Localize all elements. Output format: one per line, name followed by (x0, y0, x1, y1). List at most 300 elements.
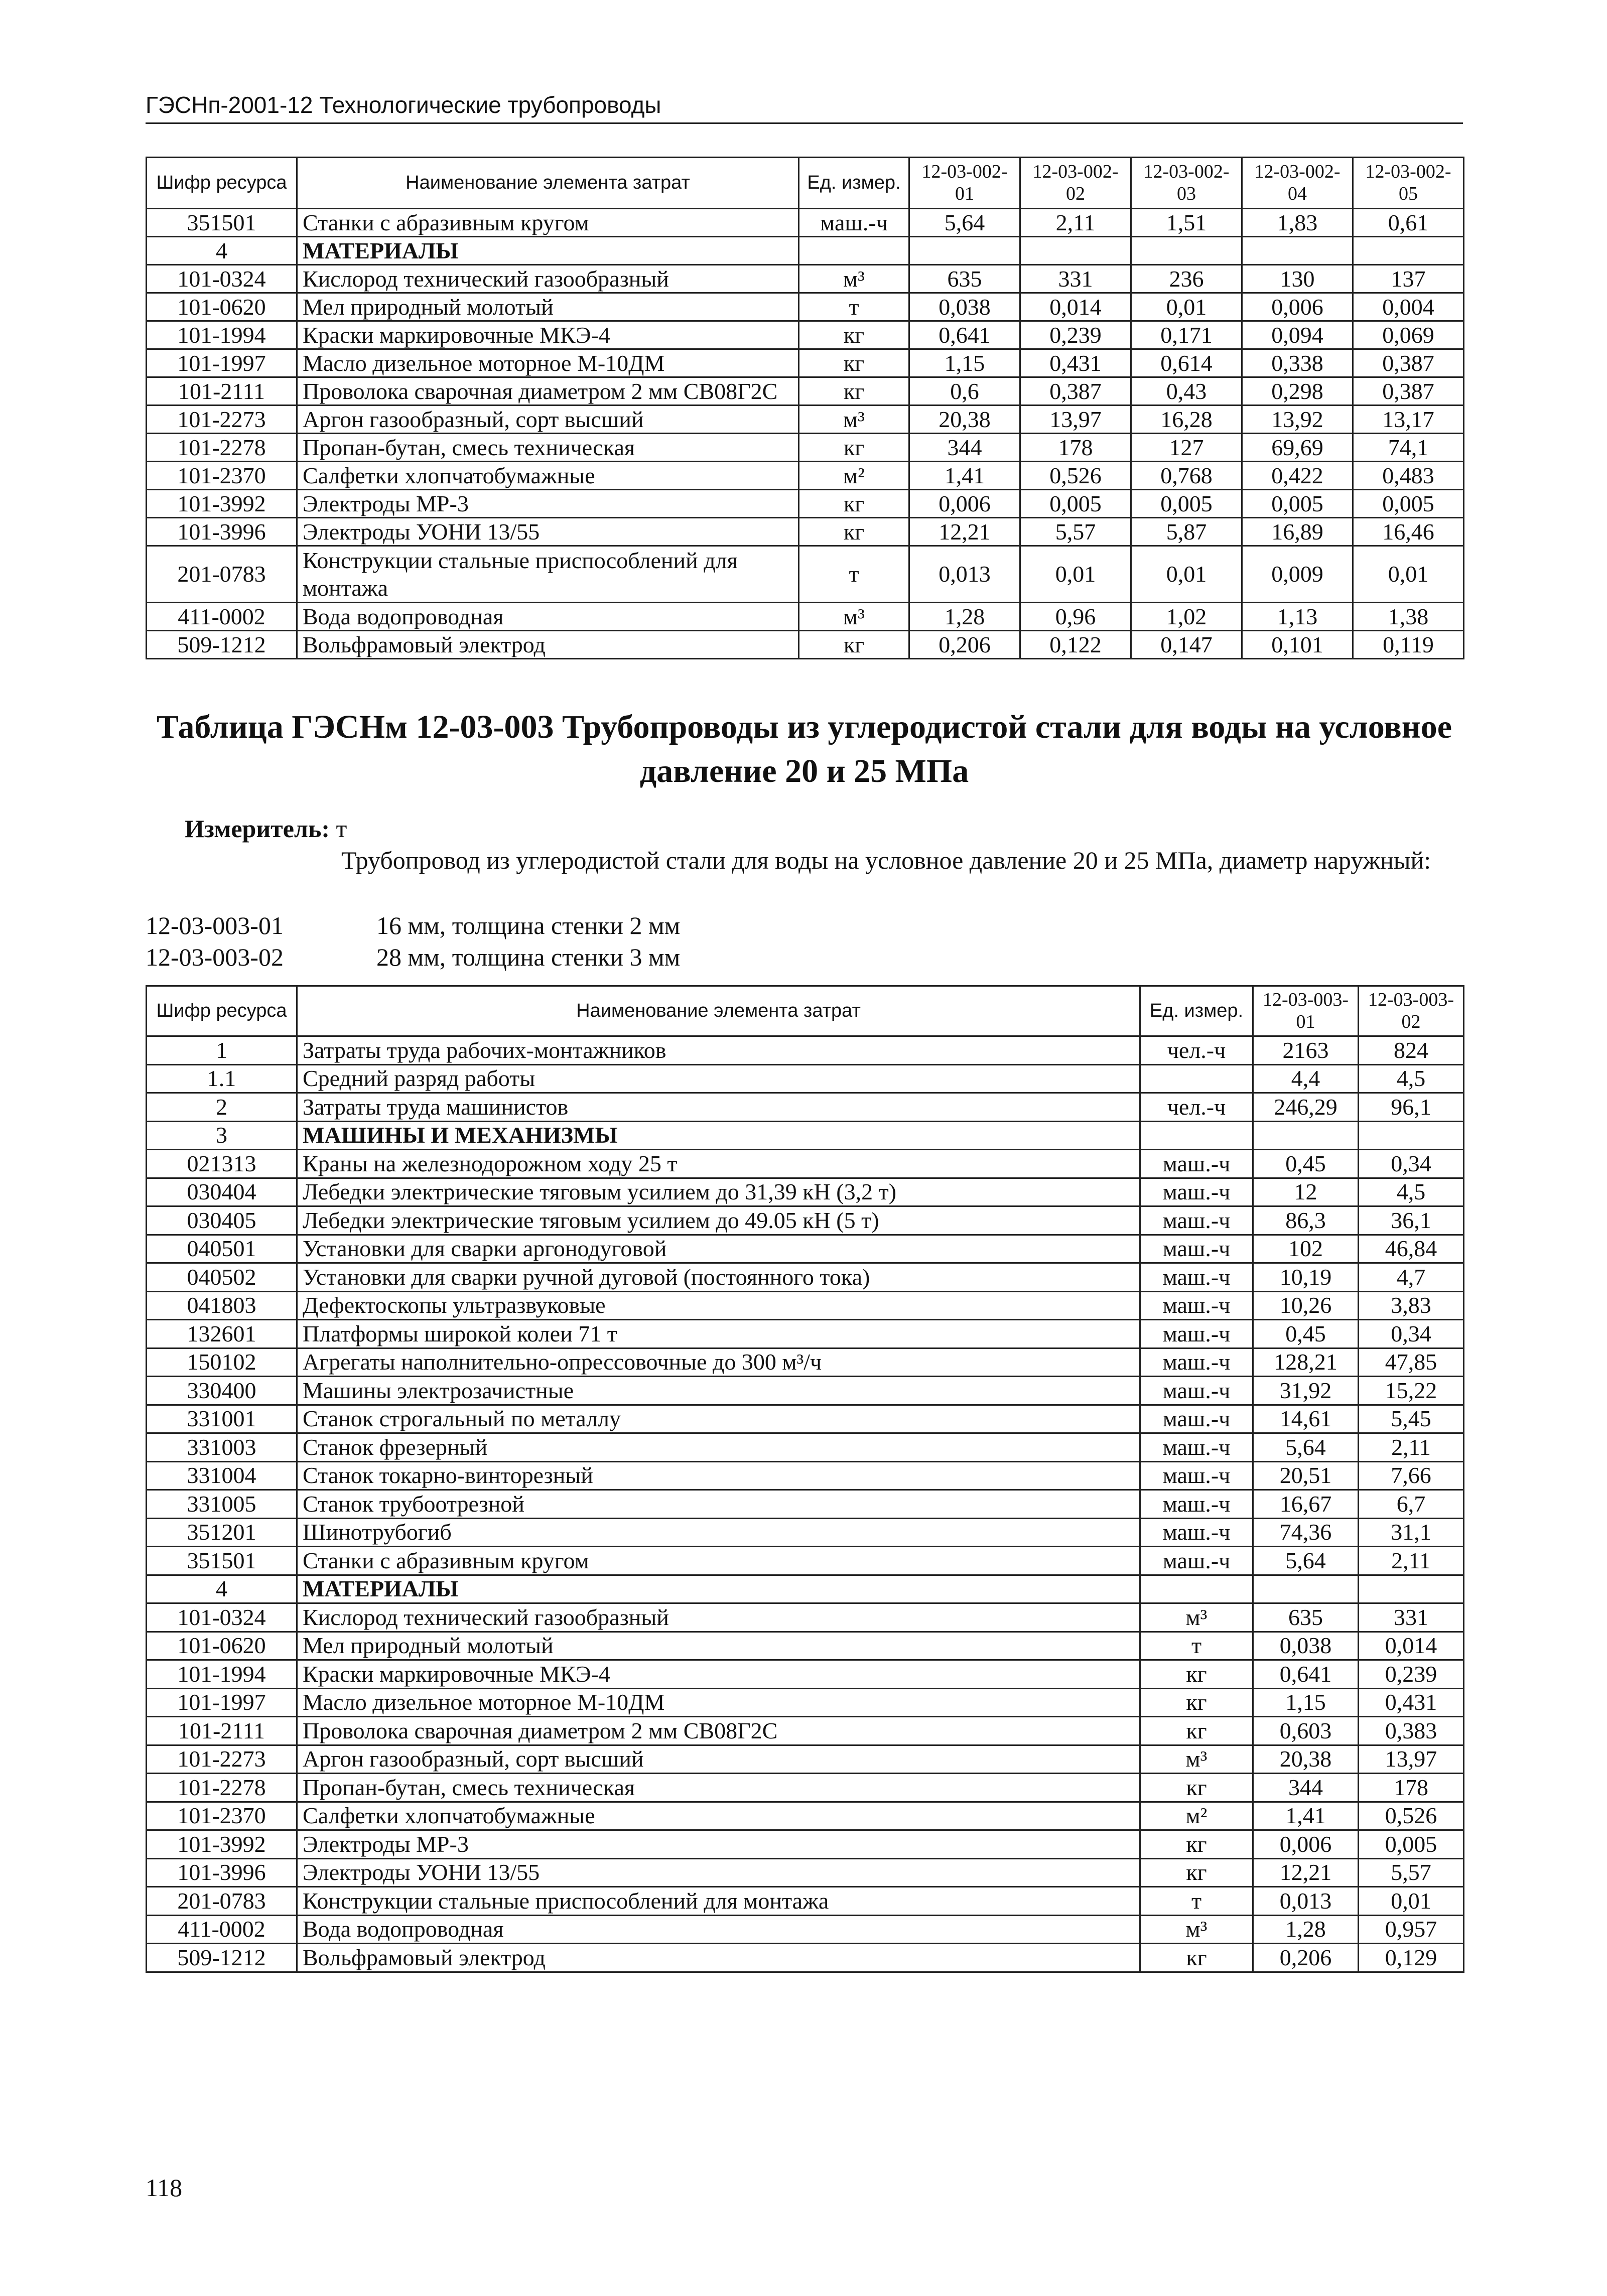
resource-table-12-03-002 (146, 157, 1464, 659)
norm-value: 0,239 (1020, 321, 1131, 349)
unit-of-measure: маш.-ч (799, 209, 909, 237)
unit-of-measure: т (1140, 1632, 1253, 1660)
table-row (147, 349, 1464, 377)
norm-value: 0,006 (1242, 293, 1353, 321)
resource-name: Краны на железнодорожном ходу 25 т (297, 1150, 1140, 1178)
resource-name: Машины электрозачистные (297, 1377, 1140, 1405)
norm-value: 635 (1253, 1603, 1359, 1632)
norm-value: 1,15 (1253, 1688, 1359, 1717)
norm-value: 0,43 (1131, 377, 1242, 406)
norm-value: 0,038 (1253, 1632, 1359, 1660)
norm-value: 0,122 (1020, 631, 1131, 659)
table-row (147, 377, 1464, 406)
table-row (147, 1320, 1464, 1348)
resource-name: Конструкции стальные приспособлений для монтажа (297, 1887, 1140, 1916)
resource-code: 101-3992 (147, 490, 297, 518)
table-row (147, 321, 1464, 349)
resource-code: 101-3996 (147, 518, 297, 546)
norm-value (1353, 237, 1464, 265)
col-header-variant-1: 12-03-003-01 (1253, 986, 1359, 1036)
resource-name: Дефектоскопы ультразвуковые (297, 1291, 1140, 1320)
resource-name: Шинотрубогиб (297, 1518, 1140, 1547)
table-row (147, 1490, 1464, 1519)
resource-code: 201-0783 (147, 1887, 297, 1916)
norm-value: 15,22 (1359, 1377, 1464, 1405)
norm-value: 0,957 (1359, 1915, 1464, 1944)
norm-value: 16,28 (1131, 406, 1242, 434)
norm-value: 0,614 (1131, 349, 1242, 377)
resource-code: 1 (147, 1036, 297, 1065)
resource-name: Затраты труда машинистов (297, 1093, 1140, 1122)
unit-of-measure: м³ (799, 603, 909, 631)
unit-of-measure: м² (799, 462, 909, 490)
norm-value: 0,338 (1242, 349, 1353, 377)
norm-value: 46,84 (1359, 1235, 1464, 1263)
norm-value (1242, 237, 1353, 265)
table-row (147, 1887, 1464, 1916)
col-header-name: Наименование элемента затрат (297, 158, 799, 209)
norm-value: 74,36 (1253, 1518, 1359, 1547)
table-row (147, 293, 1464, 321)
unit-of-measure: кг (1140, 1717, 1253, 1745)
norm-value: 0,641 (909, 321, 1020, 349)
table-row (147, 1263, 1464, 1292)
norm-value: 2163 (1253, 1036, 1359, 1065)
resource-code: 351201 (147, 1518, 297, 1547)
table-row (147, 546, 1464, 603)
resource-name: Краски маркировочные МКЭ-4 (297, 321, 799, 349)
resource-name: Лебедки электрические тяговым усилием до 31,39 кН (3,2 т) (297, 1178, 1140, 1206)
norm-value: 0,387 (1020, 377, 1131, 406)
resource-name: Вольфрамовый электрод (297, 631, 799, 659)
norm-value: 178 (1020, 434, 1131, 462)
norm-value: 0,01 (1020, 546, 1131, 603)
norm-value: 0,005 (1353, 490, 1464, 518)
resource-code: 101-0620 (147, 293, 297, 321)
col-header-variant-4: 12-03-002-04 (1242, 158, 1353, 209)
norm-value: 0,298 (1242, 377, 1353, 406)
unit-of-measure: кг (799, 631, 909, 659)
norm-value: 0,603 (1253, 1717, 1359, 1745)
norm-value: 0,01 (1353, 546, 1464, 603)
norm-value: 4,5 (1359, 1064, 1464, 1093)
resource-code: 030404 (147, 1178, 297, 1206)
norm-value: 0,768 (1131, 462, 1242, 490)
resource-name: Вода водопроводная (297, 1915, 1140, 1944)
table-row (147, 1547, 1464, 1575)
resource-name: Электроды МР-3 (297, 1830, 1140, 1859)
table-header-row (147, 158, 1464, 209)
norm-value: 0,101 (1242, 631, 1353, 659)
unit-of-measure: м³ (1140, 1603, 1253, 1632)
resource-code: 101-3996 (147, 1858, 297, 1887)
table-row (147, 1603, 1464, 1632)
norm-value: 5,57 (1020, 518, 1131, 546)
resource-name: Салфетки хлопчатобумажные (297, 462, 799, 490)
table-row (147, 1688, 1464, 1717)
resource-code: 101-2273 (147, 406, 297, 434)
resource-name: Аргон газообразный, сорт высший (297, 1745, 1140, 1774)
unit-of-measure: м³ (1140, 1745, 1253, 1774)
norm-value: 4,4 (1253, 1064, 1359, 1093)
resource-name: Станки с абразивным кругом (297, 209, 799, 237)
norm-value: 128,21 (1253, 1348, 1359, 1377)
unit-of-measure: т (799, 293, 909, 321)
resource-code: 351501 (147, 209, 297, 237)
unit-of-measure: чел.-ч (1140, 1036, 1253, 1065)
table-row (147, 1915, 1464, 1944)
norm-value: 2,11 (1359, 1433, 1464, 1462)
norm-value: 0,45 (1253, 1150, 1359, 1178)
norm-value: 1,28 (1253, 1915, 1359, 1944)
norm-value: 0,069 (1353, 321, 1464, 349)
norm-value: 13,17 (1353, 406, 1464, 434)
resource-table-12-03-003 (146, 985, 1464, 1973)
resource-code: 101-1997 (147, 349, 297, 377)
norm-value: 0,004 (1353, 293, 1464, 321)
norm-value (909, 237, 1020, 265)
norm-value: 246,29 (1253, 1093, 1359, 1122)
resource-code: 1.1 (147, 1064, 297, 1093)
unit-of-measure: маш.-ч (1140, 1178, 1253, 1206)
norm-value: 0,383 (1359, 1717, 1464, 1745)
unit-of-measure: маш.-ч (1140, 1320, 1253, 1348)
norm-value: 0,013 (1253, 1887, 1359, 1916)
resource-name: Кислород технический газообразный (297, 1603, 1140, 1632)
table-row (147, 1405, 1464, 1433)
norm-value: 1,41 (909, 462, 1020, 490)
norm-value: 5,64 (1253, 1547, 1359, 1575)
norm-value: 1,02 (1131, 603, 1242, 631)
resource-code: 101-0324 (147, 265, 297, 293)
col-header-variant-2: 12-03-003-02 (1359, 986, 1464, 1036)
resource-code: 101-2278 (147, 1774, 297, 1802)
unit-of-measure: м³ (799, 406, 909, 434)
unit-of-measure: маш.-ч (1140, 1206, 1253, 1235)
resource-name: Салфетки хлопчатобумажные (297, 1802, 1140, 1830)
resource-code: 030405 (147, 1206, 297, 1235)
unit-of-measure (799, 237, 909, 265)
unit-of-measure: т (1140, 1887, 1253, 1916)
table-row (147, 1064, 1464, 1093)
norm-value: 137 (1353, 265, 1464, 293)
variant-text: 16 мм, толщина стенки 2 мм (376, 911, 681, 939)
norm-value: 0,387 (1353, 377, 1464, 406)
resource-name: Установки для сварки ручной дуговой (постоянного тока) (297, 1263, 1140, 1292)
norm-value: 824 (1359, 1036, 1464, 1065)
resource-name: Станок строгальный по металлу (297, 1405, 1140, 1433)
resource-name: Электроды УОНИ 13/55 (297, 1858, 1140, 1887)
table-row (147, 1036, 1464, 1065)
resource-name: Средний разряд работы (297, 1064, 1140, 1093)
resource-code: 330400 (147, 1377, 297, 1405)
norm-value: 12,21 (909, 518, 1020, 546)
norm-value: 13,97 (1020, 406, 1131, 434)
resource-name: Пропан-бутан, смесь техническая (297, 1774, 1140, 1802)
unit-of-measure: м² (1140, 1802, 1253, 1830)
unit-of-measure: кг (799, 490, 909, 518)
norm-value: 0,005 (1020, 490, 1131, 518)
norm-value: 3,83 (1359, 1291, 1464, 1320)
norm-value: 0,206 (909, 631, 1020, 659)
resource-code: 331003 (147, 1433, 297, 1462)
table-row (147, 462, 1464, 490)
norm-value: 0,006 (909, 490, 1020, 518)
resource-name: Вода водопроводная (297, 603, 799, 631)
norm-value: 331 (1020, 265, 1131, 293)
page-number: 118 (146, 2174, 183, 2202)
unit-of-measure: маш.-ч (1140, 1433, 1253, 1462)
col-header-name: Наименование элемента затрат (297, 986, 1140, 1036)
norm-value: 0,01 (1131, 293, 1242, 321)
table-row (147, 1944, 1464, 1972)
table-row (147, 490, 1464, 518)
norm-value: 0,6 (909, 377, 1020, 406)
resource-code: 101-3992 (147, 1830, 297, 1859)
resource-code: 331004 (147, 1461, 297, 1490)
resource-code: 021313 (147, 1150, 297, 1178)
table-row (147, 518, 1464, 546)
unit-of-measure: маш.-ч (1140, 1150, 1253, 1178)
unit-of-measure: маш.-ч (1140, 1461, 1253, 1490)
resource-code: 411-0002 (147, 1915, 297, 1944)
unit-of-measure: кг (1140, 1774, 1253, 1802)
unit-of-measure: маш.-ч (1140, 1547, 1253, 1575)
table-row (147, 1291, 1464, 1320)
norm-value: 13,97 (1359, 1745, 1464, 1774)
resource-name: Электроды МР-3 (297, 490, 799, 518)
norm-value: 1,13 (1242, 603, 1353, 631)
meter-value: т (336, 815, 347, 843)
resource-name: Вольфрамовый электрод (297, 1944, 1140, 1972)
unit-of-measure: м³ (799, 265, 909, 293)
unit-of-measure (1140, 1064, 1253, 1093)
norm-value (1253, 1121, 1359, 1150)
col-header-variant-2: 12-03-002-02 (1020, 158, 1131, 209)
resource-code: 101-2273 (147, 1745, 297, 1774)
variant-text: 28 мм, толщина стенки 3 мм (376, 943, 681, 971)
unit-of-measure: чел.-ч (1140, 1093, 1253, 1122)
norm-value: 20,38 (909, 406, 1020, 434)
table-row (147, 1858, 1464, 1887)
table-row (147, 1774, 1464, 1802)
table-row (147, 1433, 1464, 1462)
resource-code: 040502 (147, 1263, 297, 1292)
norm-value (1131, 237, 1242, 265)
resource-code: 101-0620 (147, 1632, 297, 1660)
resource-name: МАТЕРИАЛЫ (297, 1575, 1140, 1603)
norm-value (1359, 1121, 1464, 1150)
norm-value: 36,1 (1359, 1206, 1464, 1235)
table-row (147, 631, 1464, 659)
norm-value: 16,46 (1353, 518, 1464, 546)
norm-value: 10,19 (1253, 1263, 1359, 1292)
table-row (147, 1745, 1464, 1774)
unit-of-measure: кг (799, 321, 909, 349)
norm-value: 344 (1253, 1774, 1359, 1802)
table-row (147, 1461, 1464, 1490)
resource-code: 509-1212 (147, 631, 297, 659)
norm-value: 5,57 (1359, 1858, 1464, 1887)
resource-name: Проволока сварочная диаметром 2 мм СВ08Г2С (297, 1717, 1140, 1745)
norm-value: 331 (1359, 1603, 1464, 1632)
norm-value: 0,147 (1131, 631, 1242, 659)
norm-value: 20,51 (1253, 1461, 1359, 1490)
norm-value: 102 (1253, 1235, 1359, 1263)
norm-value: 1,28 (909, 603, 1020, 631)
resource-code: 509-1212 (147, 1944, 297, 1972)
resource-name: Мел природный молотый (297, 293, 799, 321)
norm-value: 16,89 (1242, 518, 1353, 546)
norm-value: 5,64 (1253, 1433, 1359, 1462)
col-header-unit: Ед. измер. (799, 158, 909, 209)
norm-value: 0,34 (1359, 1150, 1464, 1178)
col-header-variant-1: 12-03-002-01 (909, 158, 1020, 209)
resource-code: 101-2278 (147, 434, 297, 462)
norm-value: 47,85 (1359, 1348, 1464, 1377)
resource-code: 101-1994 (147, 321, 297, 349)
norm-value: 0,129 (1359, 1944, 1464, 1972)
unit-of-measure: маш.-ч (1140, 1263, 1253, 1292)
norm-value: 14,61 (1253, 1405, 1359, 1433)
resource-code: 101-2370 (147, 1802, 297, 1830)
norm-value: 0,96 (1020, 603, 1131, 631)
resource-code: 2 (147, 1093, 297, 1122)
norm-value: 0,526 (1359, 1802, 1464, 1830)
norm-value: 0,005 (1359, 1830, 1464, 1859)
norm-value: 0,005 (1131, 490, 1242, 518)
norm-value: 0,641 (1253, 1660, 1359, 1689)
norm-value: 0,005 (1242, 490, 1353, 518)
norm-value: 0,483 (1353, 462, 1464, 490)
norm-value: 10,26 (1253, 1291, 1359, 1320)
unit-of-measure: кг (1140, 1660, 1253, 1689)
norm-value: 344 (909, 434, 1020, 462)
unit-of-measure: кг (1140, 1830, 1253, 1859)
table-row (147, 1235, 1464, 1263)
table-row (147, 265, 1464, 293)
norm-value: 86,3 (1253, 1206, 1359, 1235)
section-row (147, 237, 1464, 265)
resource-name: Агрегаты наполнительно-опрессовочные до 300 м³/ч (297, 1348, 1140, 1377)
norm-value: 635 (909, 265, 1020, 293)
resource-code: 132601 (147, 1320, 297, 1348)
norm-value: 0,45 (1253, 1320, 1359, 1348)
table-row (147, 1632, 1464, 1660)
norm-value: 1,15 (909, 349, 1020, 377)
table-row (147, 1093, 1464, 1122)
resource-name: Станок трубоотрезной (297, 1490, 1140, 1519)
resource-code: 351501 (147, 1547, 297, 1575)
resource-name: Станок фрезерный (297, 1433, 1140, 1462)
unit-of-measure: маш.-ч (1140, 1377, 1253, 1405)
resource-name: Краски маркировочные МКЭ-4 (297, 1660, 1140, 1689)
resource-code: 040501 (147, 1235, 297, 1263)
norm-value: 0,119 (1353, 631, 1464, 659)
resource-name: Пропан-бутан, смесь техническая (297, 434, 799, 462)
resource-code: 4 (147, 1575, 297, 1603)
norm-value: 0,387 (1353, 349, 1464, 377)
table-body (147, 209, 1464, 659)
table-row (147, 603, 1464, 631)
norm-value: 96,1 (1359, 1093, 1464, 1122)
norm-value: 1,51 (1131, 209, 1242, 237)
table-body (147, 1036, 1464, 1972)
norm-value: 4,7 (1359, 1263, 1464, 1292)
norm-value: 178 (1359, 1774, 1464, 1802)
norm-value (1359, 1575, 1464, 1603)
resource-name: Платформы широкой колеи 71 т (297, 1320, 1140, 1348)
table-row (147, 1518, 1464, 1547)
norm-value: 0,526 (1020, 462, 1131, 490)
table-row (147, 1830, 1464, 1859)
col-header-code: Шифр ресурса (147, 986, 297, 1036)
work-description: Трубопровод из углеродистой стали для воды на условное давление 20 и 25 МПа, диаметр наружный: (341, 846, 1431, 874)
table-row (147, 1206, 1464, 1235)
unit-of-measure: кг (799, 518, 909, 546)
variant-line (146, 942, 680, 972)
norm-value: 0,422 (1242, 462, 1353, 490)
section-row (147, 1575, 1464, 1603)
norm-value: 12 (1253, 1178, 1359, 1206)
variant-code: 12-03-003-02 (146, 943, 284, 971)
variant-code: 12-03-003-01 (146, 911, 284, 939)
norm-value: 4,5 (1359, 1178, 1464, 1206)
norm-value: 2,11 (1020, 209, 1131, 237)
unit-of-measure: маш.-ч (1140, 1405, 1253, 1433)
col-header-unit: Ед. измер. (1140, 986, 1253, 1036)
norm-value: 0,014 (1359, 1632, 1464, 1660)
norm-value: 1,38 (1353, 603, 1464, 631)
norm-value: 0,094 (1242, 321, 1353, 349)
running-header: ГЭСНп-2001-12 Технологические трубопроводы (146, 91, 1463, 124)
resource-name: Проволока сварочная диаметром 2 мм СВ08Г2С (297, 377, 799, 406)
table-row (147, 1802, 1464, 1830)
resource-code: 3 (147, 1121, 297, 1150)
resource-name: Установки для сварки аргонодуговой (297, 1235, 1140, 1263)
unit-of-measure: м³ (1140, 1915, 1253, 1944)
norm-value: 20,38 (1253, 1745, 1359, 1774)
resource-name: Кислород технический газообразный (297, 265, 799, 293)
resource-code: 101-1997 (147, 1688, 297, 1717)
norm-value: 0,009 (1242, 546, 1353, 603)
unit-of-measure: маш.-ч (1140, 1490, 1253, 1519)
resource-name: Мел природный молотый (297, 1632, 1140, 1660)
unit-of-measure: кг (799, 377, 909, 406)
norm-value: 0,239 (1359, 1660, 1464, 1689)
norm-value: 2,11 (1359, 1547, 1464, 1575)
resource-code: 101-0324 (147, 1603, 297, 1632)
norm-value: 12,21 (1253, 1858, 1359, 1887)
table-row (147, 1717, 1464, 1745)
table-title: Таблица ГЭСНм 12-03-003 Трубопроводы из углеродистой стали для воды на условное давление 20 и 25 МПа (156, 709, 1452, 789)
table-row (147, 1178, 1464, 1206)
norm-value: 1,83 (1242, 209, 1353, 237)
norm-value: 31,1 (1359, 1518, 1464, 1547)
norm-value: 7,66 (1359, 1461, 1464, 1490)
norm-value: 1,41 (1253, 1802, 1359, 1830)
table-row (147, 434, 1464, 462)
norm-value: 5,64 (909, 209, 1020, 237)
resource-code: 331001 (147, 1405, 297, 1433)
unit-of-measure: маш.-ч (1140, 1291, 1253, 1320)
norm-value: 0,006 (1253, 1830, 1359, 1859)
resource-name: Станок токарно-винторезный (297, 1461, 1140, 1490)
unit-of-measure: маш.-ч (1140, 1235, 1253, 1263)
table-row (147, 1377, 1464, 1405)
unit-of-measure (1140, 1121, 1253, 1150)
unit-of-measure: кг (1140, 1858, 1253, 1887)
